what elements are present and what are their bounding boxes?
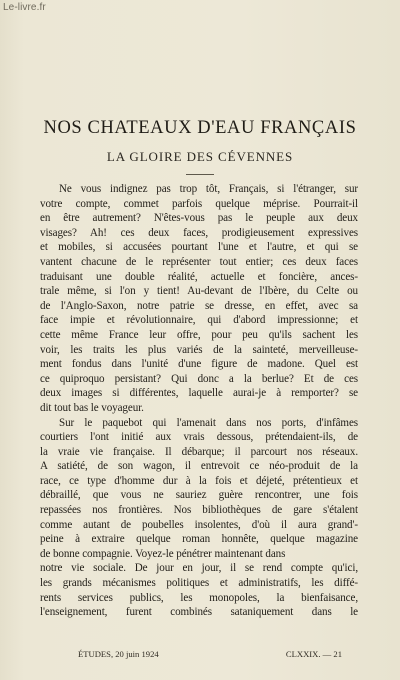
text-line: visages? Ah! ces deux faces, prodigieusement expressives <box>40 226 358 239</box>
title-divider <box>186 174 214 175</box>
text-line: trale même, si l'on y tient! Au-devant de l'Ibère, du Celte ou <box>40 285 358 298</box>
text-line: peine à extraire quelque roman honnête, quelque magazine <box>40 533 358 546</box>
footer-publication: ÉTUDES, 20 juin 1924 <box>78 649 159 659</box>
text-line: débraillé, que vous ne sauriez guère rencontrer, une fois <box>40 489 358 502</box>
text-line: Sur le paquebot qui l'amenait dans nos ports, d'infâmes <box>59 416 358 429</box>
text-line: repassées nos frontières. Nos bibliothèques de gare s'étalent <box>40 504 358 517</box>
article-title: NOS CHATEAUX D'EAU FRANÇAIS <box>43 118 357 138</box>
text-line: Ne vous indignez pas trop tôt, Français, si l'étranger, sur <box>59 183 358 195</box>
text-line: face impie et révolutionnaire, qui d'abord impressionne; et <box>40 314 358 327</box>
text-line: votre compte, commet parfois quelque méprise. Pourrait-il <box>40 197 358 210</box>
text-line: la vraie vie française. Il débarque; il parcourt nos réseaux. <box>40 445 358 458</box>
text-line: les grands mécanismes politiques et administratifs, les diffé- <box>40 577 358 590</box>
text-line: de l'Anglo-Saxon, notre patrie se dresse, en effet, avec sa <box>40 299 358 312</box>
article-body <box>40 182 358 620</box>
text-line: notre vie sociale. De jour en jour, il se rend compte qu'ici, <box>40 562 358 575</box>
text-line: cette même France leur offre, pour peu qu'ils sachent les <box>40 328 358 341</box>
text-line: traduisant une double réalité, actuelle et foncière, ances- <box>40 270 358 283</box>
text-line: et mobiles, si accusées pourtant l'une et l'autre, et qui se <box>40 241 358 254</box>
text-line: de bonne compagnie. Voyez-le pénétrer maintenant dans <box>40 547 286 560</box>
text-line: A satiété, de son wagon, il entrevoit ce néo-produit de la <box>40 460 358 473</box>
text-line: vantent chacune de le représenter tout entier; ces deux faces <box>40 255 358 268</box>
text-line: rents services publics, les monopoles, la bienfaisance, <box>40 591 358 604</box>
text-line: deux images si différentes, laquelle aurai-je à remporter? se <box>40 387 358 400</box>
text-line: ment fondus dans l'unité d'une figure de madone. Quel est <box>40 358 358 371</box>
article-subtitle: LA GLOIRE DES CÉVENNES <box>106 149 294 164</box>
text-line: ce quiproquo persistant? Qui donc a la berlue? Et de ces <box>40 372 358 385</box>
text-line: dit tout bas le voyageur. <box>40 401 144 414</box>
footer-page-number: CLXXIX. — 21 <box>285 649 342 659</box>
text-line: en être autrement? N'êtes-vous pas le peuple aux deux <box>40 212 358 225</box>
text-line: comme autant de poubelles insolentes, d'où il aura grand'- <box>40 518 358 531</box>
text-line: voir, les traits les plus variés de la sainteté, merveilleuse- <box>40 343 358 356</box>
text-line: courtiers l'ont initié aux vrais dessous, prétendaient-ils, de <box>40 431 358 444</box>
watermark: Le-livre.fr <box>3 2 46 13</box>
text-line: race, ce type d'homme dur à la fois et déjeté, prétentieux et <box>40 474 358 487</box>
text-line: l'enseignement, furent combinés sataniquement dans le <box>40 606 358 619</box>
